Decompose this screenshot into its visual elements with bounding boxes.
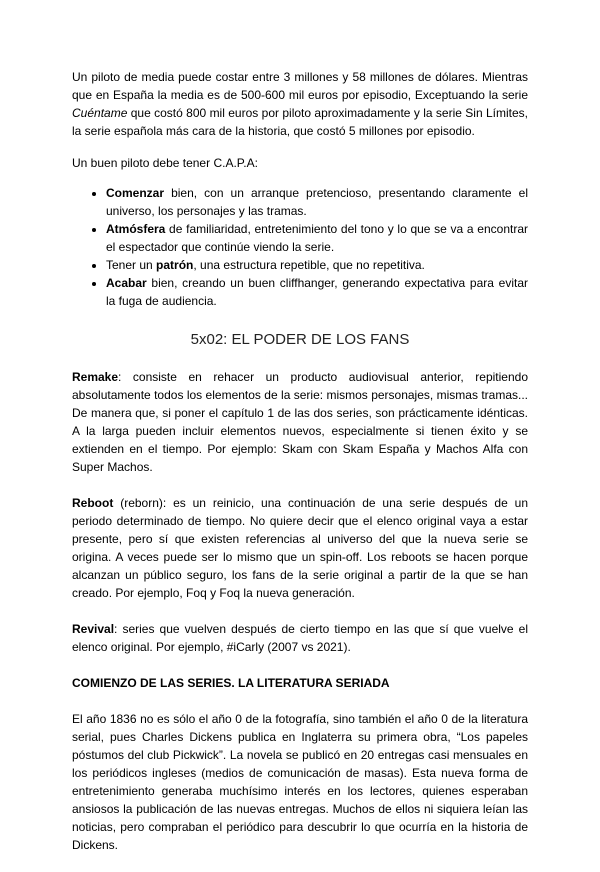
intro-text-a: Un piloto de media puede costar entre 3 millones y 58 millones de dólares. Mientras que en España la media es de 500-600 mil euros por episodio, Exceptuando la serie [72,70,528,102]
section-heading: 5x02: EL PODER DE LOS FANS [190,331,410,348]
capa-desc: bien, creando un buen cliffhanger, generando expectativa para evitar la fuga de audiencia. [106,276,528,308]
capa-term: Atmósfera [106,222,166,236]
remake-term: Remake [72,370,119,384]
intro-paragraph [72,68,528,140]
intro-series-title: Cuéntame [72,106,128,120]
capa-term: patrón [156,258,194,272]
revival-paragraph [72,620,528,656]
capa-term: Comenzar [106,186,165,200]
capa-item-comenzar [106,184,528,220]
capa-list [72,184,528,310]
reboot-paragraph [72,494,528,602]
capa-item-patron [106,256,528,274]
capa-item-acabar [106,274,528,310]
remake-paragraph [72,368,528,476]
capa-intro: Un buen piloto debe tener C.A.P.A: [72,156,258,170]
intro-text-b: que costó 800 mil euros por piloto aproximadamente y la serie Sin Límites, la serie española más cara de la historia, que costó 5 millones por episodio. [72,106,528,138]
page-content [72,68,528,872]
capa-desc: , una estructura repetible, que no repetitiva. [193,258,425,272]
literatura-paragraph: El año 1836 no es sólo el año 0 de la fotografía, sino también el año 0 de la literatura serial, pues Charles Dickens publica en Inglaterra su primera obra, “Los papeles póstumos del club Pickwick”. La novela se publicó en 20 entregas casi mensuales en los periódicos ingleses (medios de comunicación de masas). Esta nueva forma de entretenimiento generaba muchísimo interés en los lectores, quienes esperaban ansiosos la publicación de las nuevas entregas. Muchos de ellos ni siquiera leían las noticias, pero compraban el periódico para descubrir lo que ocurría en la historia de Dickens. [72,712,528,852]
capa-desc: bien, con un arranque pretencioso, presentando claramente el universo, los personajes y las tramas. [106,186,528,218]
reboot-term: Reboot [72,496,114,510]
capa-pre: Tener un [106,258,157,272]
capa-term: Acabar [106,276,147,290]
remake-definition: : consiste en rehacer un producto audiovisual anterior, repitiendo absolutamente todos los elementos de la serie: mismos personajes, mismas tramas... De manera que, si poner el capítulo 1 de las dos series, son prácticamente idénticas. A la larga pueden incluir elementos nuevos, especialmente si tienen éxito y se extienden en el tiempo. Por ejemplo: Skam con Skam España y Machos Alfa con Super Machos. [72,370,528,474]
revival-definition: : series que vuelven después de cierto tiempo en las que sí que vuelve el elenco original. Por ejemplo, #iCarly (2007 vs 2021). [72,622,528,654]
subsection-heading: COMIENZO DE LAS SERIES. LA LITERATURA SERIADA [72,676,390,690]
reboot-definition: (reborn): es un reinicio, una continuación de una serie después de un periodo determinado de tiempo. No quiere decir que el elenco original vaya a estar presente, pero sí que existen referencias al universo del que la nueva serie se origina. A veces puede ser lo mismo que un spin-off. Los reboots se hacen porque alcanzan un público seguro, los fans de la serie original a partir de la que se han creado. Por ejemplo, Foq y Foq la nueva generación. [72,496,528,600]
capa-desc: de familiaridad, entretenimiento del tono y lo que se va a encontrar el espectador que continúe viendo la serie. [106,222,528,254]
revival-term: Revival [72,622,115,636]
capa-item-atmosfera [106,220,528,256]
